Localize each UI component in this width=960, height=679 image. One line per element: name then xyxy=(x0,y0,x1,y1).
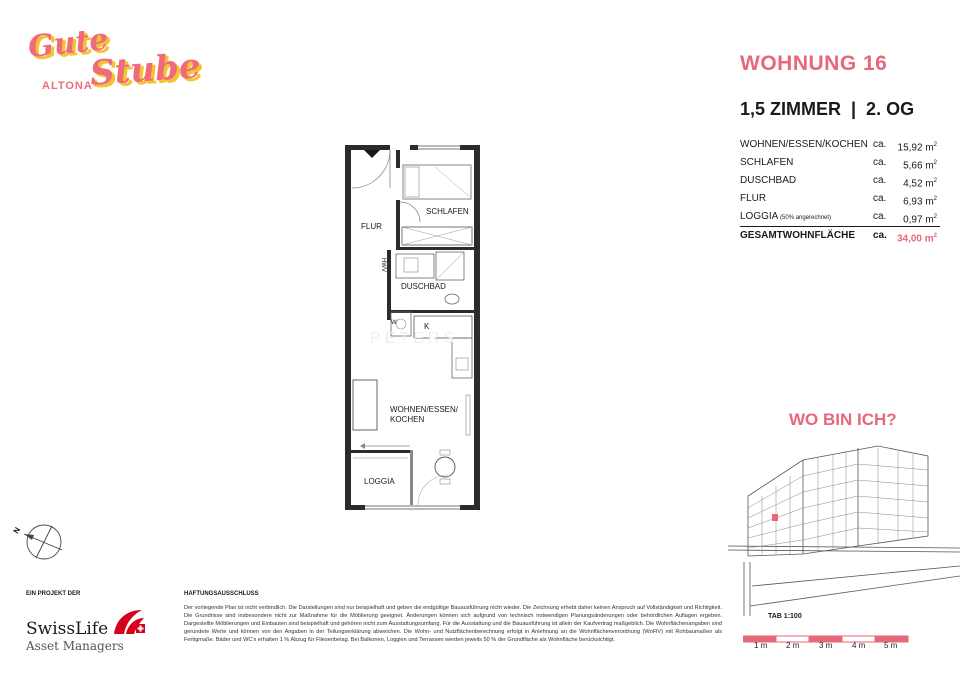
floor-plan xyxy=(340,140,485,512)
apartment-subtitle: 1,5 ZIMMER | 2. OG xyxy=(740,99,915,119)
area-row xyxy=(740,154,940,172)
area-name: SCHLAFEN xyxy=(740,157,794,168)
compass xyxy=(12,520,68,566)
area-name: WOHNEN/ESSEN/KOCHEN xyxy=(740,139,868,150)
room-label-schlafen: SCHLAFEN xyxy=(426,207,469,216)
area-table xyxy=(740,136,940,245)
gute-stube-logo xyxy=(22,20,212,100)
area-value: 4,52 $m^2$ xyxy=(903,178,937,190)
room-label-hwv: HWV xyxy=(380,258,386,272)
logo-line1: Gute xyxy=(26,21,110,66)
area-value: 0,97 $m^2$ xyxy=(903,214,937,226)
logo-line2: Stube xyxy=(88,46,202,94)
swisslife-icon xyxy=(110,604,146,640)
scale-bar xyxy=(743,630,910,638)
area-value: 15,92 $m^2$ xyxy=(897,142,937,154)
room-label-flur: FLUR xyxy=(361,222,382,231)
watermark: PETERS xyxy=(370,330,459,347)
scale-tick: 1 m xyxy=(754,641,768,650)
floor-plan-drawing xyxy=(340,140,485,512)
company-name: SwissLife xyxy=(26,619,109,639)
area-row xyxy=(740,136,940,154)
area-value: 6,93 $m^2$ xyxy=(903,196,937,208)
apartment-marker xyxy=(772,514,778,521)
area-approx: ca. xyxy=(873,157,887,168)
disclaimer-text: Der vorliegende Plan ist nicht verbindlich. Die Darstellungen sind nur beispielhaft und geben die endgültige Bauausführung nicht wieder. Die Zeichnung erhebt daher keinen Anspruch auf Vollständigkeit und Richtigkeit. Die Grundrisse sind insbesondere nicht zur Maßnahme für die Möblierung geeignet. Änderungen können sich aufgrund von technisch notwendigen Planungsänderungen oder behördlichen Auflagen ergeben. Dargestellte Möblierungen und Einbauten sind beispielhaft und gehören nicht zum Ausstattungsumfang. Für die Ausstattung und die Bauausführung ist allein der Kaufvertrag maßgeblich. Die Wohnflächenangaben sind gerundete Werte und können von den Angaben in der Teilungserklärung abweichen. Die Wohn- und Nutzflächenberechnung erfolgt in Anlehnung an die Wohnflächenverordnung (WoFlV) mit Rohbaumaßen als Fertigmaße. Bäder und WC's erhalten 1 % Abzug für Fliesenbelag. Bei Balkonen, Loggien und Terrassen werden jeweils 50 % der Grundfläche als Wohnfläche berücksichtigt. xyxy=(184,605,722,643)
area-approx: ca. xyxy=(873,139,887,150)
area-approx: ca. xyxy=(873,211,887,222)
scale-label: TAB 1:100 xyxy=(768,613,802,620)
area-row xyxy=(740,208,940,226)
compass-north-label: N xyxy=(11,525,23,536)
room-label-kochen: KOCHEN xyxy=(390,415,425,424)
project-label: EIN PROJEKT DER xyxy=(26,591,81,597)
area-total-row xyxy=(740,226,940,245)
logo-subtitle: ALTONA xyxy=(42,80,93,92)
apartment-title: WOHNUNG 16 xyxy=(740,52,888,75)
area-name: DUSCHBAD xyxy=(740,175,797,186)
area-total-name: GESAMTWOHNFLÄCHE xyxy=(740,230,855,241)
area-approx: ca. xyxy=(873,230,887,241)
scale-tick: 4 m xyxy=(852,641,866,650)
location-title: WO BIN ICH? xyxy=(789,410,897,429)
building-illustration xyxy=(728,436,960,616)
scale-tick: 5 m xyxy=(884,641,898,650)
room-label-duschbad: DUSCHBAD xyxy=(401,282,446,291)
building-sketch xyxy=(728,436,960,616)
area-approx: ca. xyxy=(873,175,887,186)
scale-tick: 3 m xyxy=(819,641,833,650)
area-approx: ca. xyxy=(873,193,887,204)
area-total-value: 34,00 $m^2$ xyxy=(896,233,937,245)
compass-icon xyxy=(12,520,68,566)
room-label-k: K xyxy=(424,322,430,331)
room-label-wohnen: WOHNEN/ESSEN/ xyxy=(390,405,459,414)
area-row xyxy=(740,190,940,208)
swisslife-logo xyxy=(110,604,146,640)
room-label-wm: W xyxy=(391,320,397,326)
disclaimer-title: HAFTUNGSAUSSCHLUSS xyxy=(184,591,259,597)
area-value: 5,66 $m^2$ xyxy=(903,160,937,172)
room-label-loggia: LOGGIA xyxy=(364,477,395,486)
area-name: LOGGIA (50% angerechnet) xyxy=(740,211,832,222)
area-name: FLUR xyxy=(740,193,767,204)
area-row xyxy=(740,172,940,190)
scale-tick: 2 m xyxy=(786,641,800,650)
company-subtitle: Asset Managers xyxy=(26,639,124,653)
